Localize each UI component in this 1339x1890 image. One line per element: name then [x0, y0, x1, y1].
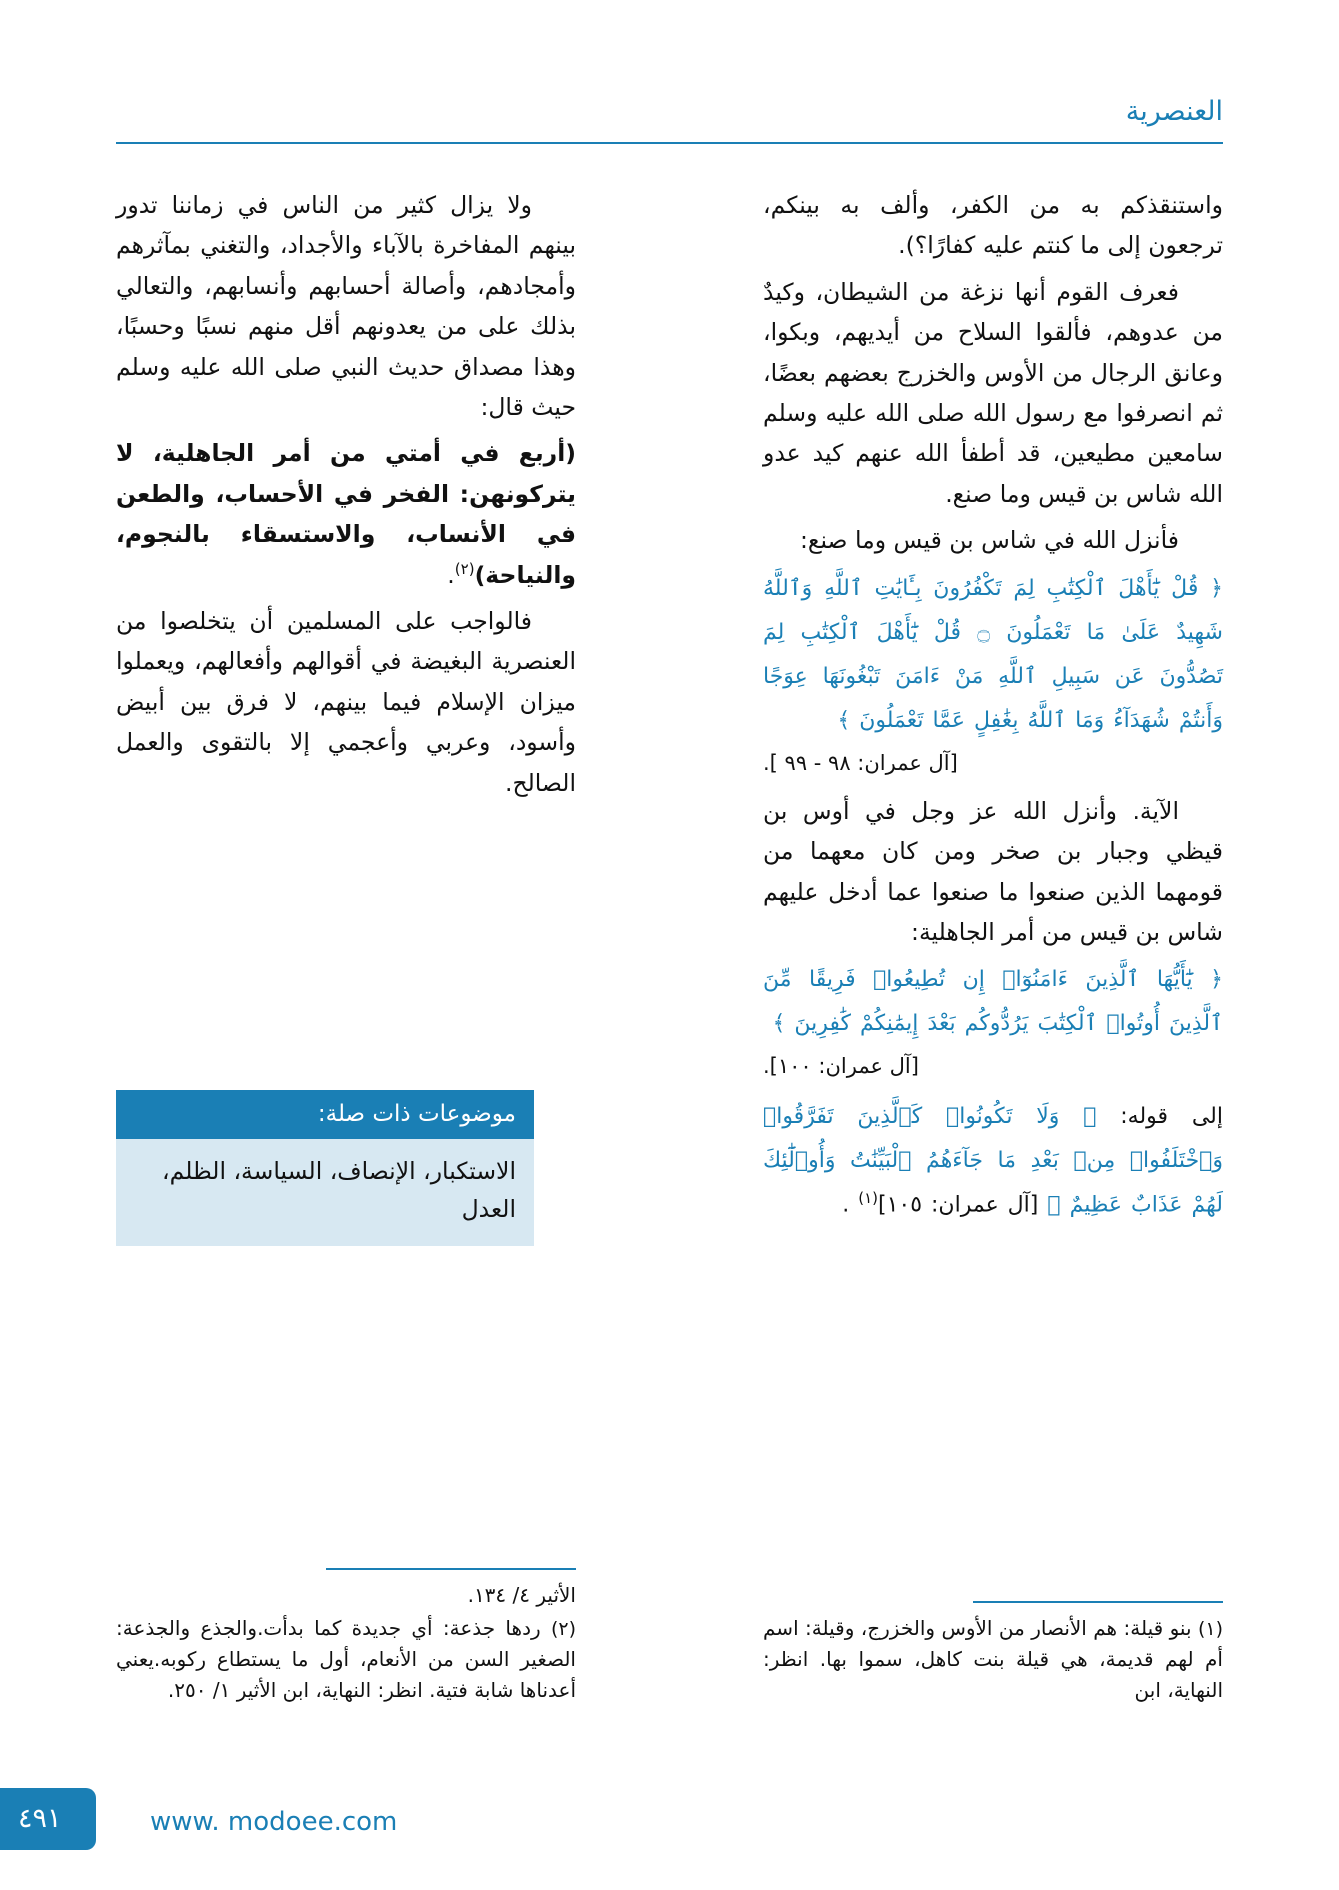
- page-number: ٤٩١: [18, 1803, 62, 1834]
- hadith-tail: .: [447, 560, 455, 589]
- paragraph: فعرف القوم أنها نزغة من الشيطان، وكيدٌ من عدوهم، فألقوا السلاح من أيديهم، وبكوا، وعانق الرجال من الأوس والخزرج بعضهم بعضًا، ثم انصرفوا مع رسول الله صلى الله عليه وسلم سامعين مطيعين، قد أطفأ الله عنهم كيد عدو الله شاس بن قيس وما صنع.: [763, 277, 1223, 508]
- column-left: [116, 185, 576, 809]
- footnote-text: ردها جذعة: أي جديدة كما بدأت.والجذع والجذعة: الصغير السن من الأنعام، أول ما يستطاع ركوبه.يعني أعدناها شابة فتية. انظر: النهاية، ابن الأثير ١/ ٢٥٠.: [116, 1615, 576, 1702]
- paragraph: فأنزل الله في شاس بن قيس وما صنع:: [800, 526, 1179, 555]
- quran-verse: ﴿ وَلَا تَكُونُوا۟ كَٱلَّذِينَ تَفَرَّقُوا۟ وَٱخْتَلَفُوا۟ مِنۢ بَعْدِ مَا جَآءَهُمُ ٱلْبَيِّنَٰتُ وَأُو۟لَٰٓئِكَ لَهُمْ عَذَابٌ عَظِيمٌ ﴾: [763, 1103, 1223, 1217]
- paragraph: ولا يزال كثير من الناس في زماننا تدور بينهم المفاخرة بالآباء والأجداد، والتغني بمآثرهم وأمجادهم، وأصالة أحسابهم وأنسابهم، والتعالي بذلك على من يعدونهم أقل منهم نسبًا وحسبًا، وهذا مصداق حديث النبي صلى الله عليه وسلم حيث قال:: [116, 191, 576, 422]
- verse-reference: [آل عمران: ١٠٥]: [877, 1191, 1039, 1217]
- verse-reference: [آل عمران: ٩٨ - ٩٩ ].: [763, 750, 958, 775]
- footnotes-right: [763, 1601, 1223, 1708]
- footnote-item: [116, 1580, 576, 1611]
- verse-lead-in: إلى قوله:: [1120, 1103, 1224, 1129]
- related-topics-list: الاستكبار، الإنصاف، السياسة، الظلم، العدل: [116, 1139, 534, 1246]
- footnotes-left: [116, 1568, 576, 1708]
- footnote-divider: [973, 1601, 1223, 1603]
- footnote-number: (٢): [550, 1617, 577, 1640]
- footnote-marker: (٢): [454, 559, 475, 578]
- website-link[interactable]: www. modoee.com: [150, 1807, 398, 1837]
- quran-verse: ﴿ يَٰٓأَيُّهَا ٱلَّذِينَ ءَامَنُوٓا۟ إِن تُطِيعُوا۟ فَرِيقًا مِّنَ ٱلَّذِينَ أُوتُوا۟ ٱلْكِتَٰبَ يَرُدُّوكُم بَعْدَ إِيمَٰنِكُمْ كَٰفِرِينَ ﴾: [763, 967, 1223, 1037]
- footnote-marker: (١): [858, 1188, 878, 1207]
- related-topics-box: [116, 1090, 534, 1246]
- quran-verse: ﴿ قُلْ يَٰٓأَهْلَ ٱلْكِتَٰبِ لِمَ تَكْفُرُونَ بِـَٔايَٰتِ ٱللَّهِ وَٱللَّهُ شَهِيدٌ عَلَىٰ مَا تَعْمَلُونَ ۝ قُلْ يَٰٓأَهْلَ ٱلْكِتَٰبِ لِمَ تَصُدُّونَ عَن سَبِيلِ ٱللَّهِ مَنْ ءَامَنَ تَبْغُونَهَا عِوَجًا وَأَنتُمْ شُهَدَآءُ وَمَا ٱللَّهُ بِغَٰفِلٍ عَمَّا تَعْمَلُونَ ﴾: [763, 575, 1223, 733]
- paragraph: واستنقذكم به من الكفر، وألف به بينكم، ترجعون إلى ما كنتم عليه كفارًا؟).: [763, 191, 1223, 260]
- header-divider: [116, 142, 1223, 144]
- hadith-paragraph: [116, 433, 576, 595]
- verse-reference: [آل عمران: ١٠٠].: [763, 1054, 919, 1079]
- footnote-item: [763, 1613, 1223, 1706]
- hadith-text: (أربع في أمتي من أمر الجاهلية، لا يتركونهن: الفخر في الأحساب، والطعن في الأنساب، والاستسقاء بالنجوم، والنياحة): [116, 439, 576, 589]
- footnote-number: (١): [1197, 1617, 1223, 1640]
- related-topics-heading: موضوعات ذات صلة:: [116, 1090, 534, 1139]
- footnote-text: بنو قيلة: هم الأنصار من الأوس والخزرج، وقيلة: اسم أم لهم قديمة، هي قيلة بنت كاهل، سموا بها. انظر: النهاية، ابن: [763, 1615, 1223, 1702]
- footnote-item: [116, 1613, 576, 1706]
- footnote-divider: [326, 1568, 576, 1570]
- page-title: العنصرية: [1125, 96, 1223, 127]
- page-header: [116, 96, 1223, 152]
- paragraph: فالواجب على المسلمين أن يتخلصوا من العنصرية البغيضة في أقوالهم وأفعالهم، ويعملوا ميزان الإسلام فيما بينهم، لا فرق بين أبيض وأسود، وعربي وأعجمي إلا بالتقوى والعمل الصالح.: [116, 607, 576, 797]
- footnote-text: الأثير ٤/ ١٣٤.: [467, 1582, 576, 1607]
- paragraph: الآية. وأنزل الله عز وجل في أوس بن قيظي وجبار بن صخر ومن كان معهما من قومهما الذين صنعوا ما صنعوا عما أدخل عليهم شاس بن قيس من أمر الجاهلية:: [763, 796, 1223, 946]
- column-right: واستنقذكم به من الكفر، وألف به بينكم، ترجعون إلى ما كنتم عليه كفارًا؟). فعرف القوم أنها نزغة من الشيطان، وكيدٌ من عدوهم، فألقوا السلاح من أيديهم، وبكوا، وعانق الرجال من الأوس والخزرج بعضهم بعضًا، ثم انصرفوا مع رسول الله صلى الله عليه وسلم سامعين مطيعين، قد أطفأ الله عنهم كيد عدو الله شاس بن قيس وما صنع. فأنزل الله في شاس بن قيس وما صنع: ﴿ قُلْ يَٰٓأَهْلَ ٱلْكِتَٰبِ لِمَ تَكْفُرُونَ بِـَٔايَٰتِ ٱللَّهِ وَٱللَّهُ شَهِيدٌ عَلَىٰ مَا تَعْمَلُونَ ۝ قُلْ يَٰٓأَهْلَ ٱلْكِتَٰبِ لِمَ تَصُدُّونَ عَن سَبِيلِ ٱللَّهِ مَنْ ءَامَنَ تَبْغُونَهَا عِوَجًا وَأَنتُمْ شُهَدَآءُ وَمَا ٱللَّهُ بِغَٰفِلٍ عَمَّا تَعْمَلُونَ ﴾ [آل عمران: ٩٨ - ٩٩ ]. الآية. وأنزل الله عز وجل في أوس بن قيظي وجبار بن صخر ومن كان معهما من قومهما الذين صنعوا ما صنعوا عما أدخل عليهم شاس بن قيس من أمر الجاهلية: ﴿ يَٰٓأَيُّهَا ٱلَّذِينَ ءَامَنُوٓا۟ إِن تُطِيعُوا۟ فَرِيقًا مِّنَ ٱلَّذِينَ أُوتُوا۟ ٱلْكِتَٰبَ يَرُدُّوكُم بَعْدَ إِيمَٰنِكُمْ كَٰفِرِينَ ﴾ [آل عمران: ١٠٠]. إلى قوله: ﴿ وَلَا تَكُونُوا۟ كَٱلَّذِينَ تَفَرَّقُوا۟ وَٱخْتَلَفُوا۟ مِنۢ بَعْدِ مَا جَآءَهُمُ ٱلْبَيِّنَٰتُ وَأُو۟لَٰٓئِكَ لَهُمْ عَذَابٌ عَظِيمٌ ﴾ [آل عمران: ١٠٥]$^{(١)}$ .: [763, 185, 1223, 1229]
